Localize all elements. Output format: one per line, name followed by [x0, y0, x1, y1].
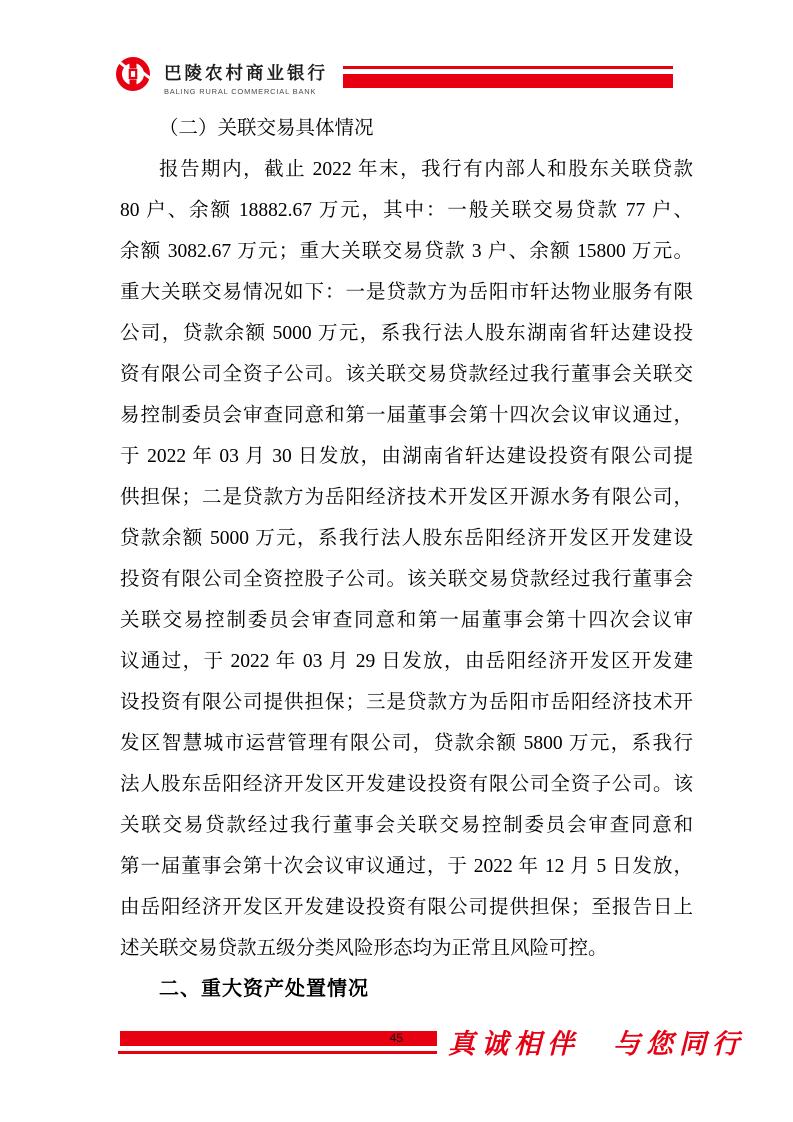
- bank-name-cn: 巴陵农村商业银行: [164, 63, 328, 83]
- section-heading: （二）关联交易具体情况: [159, 118, 374, 139]
- paragraph-line: 议通过，于 2022 年 03 月 29 日发放，由岳阳经济开发区开发建: [120, 651, 693, 672]
- paragraph-line: 设投资有限公司提供担保；三是贷款方为岳阳市岳阳经济技术开: [120, 692, 693, 713]
- footer-rule-thin: [118, 1051, 437, 1054]
- paragraph-line: 重大关联交易情况如下：一是贷款方为岳阳市轩达物业服务有限: [120, 282, 693, 303]
- paragraph-line: 于 2022 年 03 月 30 日发放，由湖南省轩达建设投资有限公司提: [120, 446, 693, 467]
- body-paragraph: [120, 149, 693, 969]
- paragraph-line: 供担保；二是贷款方为岳阳经济技术开发区开源水务有限公司，: [120, 487, 693, 508]
- paragraph-line: 述关联交易贷款五级分类风险形态均为正常且风险可控。: [120, 938, 608, 959]
- paragraph-line: 公司，贷款余额 5000 万元，系我行法人股东湖南省轩达建设投: [120, 323, 693, 344]
- paragraph-line: 第一届董事会第十次会议审议通过，于 2022 年 12 月 5 日发放，: [120, 856, 693, 877]
- paragraph-line: 关联交易贷款经过我行董事会关联交易控制委员会审查同意和: [120, 815, 693, 836]
- header-rule-thin: [343, 66, 673, 69]
- bank-brand: [164, 60, 354, 96]
- paragraph-line: 发区智慧城市运营管理有限公司，贷款余额 5800 万元，系我行: [120, 733, 693, 754]
- bank-coin-logo-icon: [115, 56, 151, 92]
- paragraph-line: 余额 3082.67 万元；重大关联交易贷款 3 户、余额 15800 万元。: [120, 241, 693, 262]
- paragraph-line: 易控制委员会审查同意和第一届董事会第十四次会议审议通过，: [120, 405, 693, 426]
- paragraph-line: 投资有限公司全资控股子公司。该关联交易贷款经过我行董事会: [120, 569, 693, 590]
- paragraph-line: 80 户、余额 18882.67 万元，其中：一般关联交易贷款 77 户、: [120, 200, 693, 221]
- page-number: 45: [389, 1031, 403, 1045]
- paragraph-line: 由岳阳经济开发区开发建设投资有限公司提供担保；至报告日上: [120, 897, 693, 918]
- paragraph-line: 关联交易控制委员会审查同意和第一届董事会第十四次会议审: [120, 610, 693, 631]
- next-section-heading: 二、重大资产处置情况: [159, 978, 369, 1000]
- header-rule-thick: [343, 74, 673, 88]
- paragraph-line: 资有限公司全资子公司。该关联交易贷款经过我行董事会关联交: [120, 364, 693, 385]
- footer-page-bar: [120, 1031, 437, 1046]
- paragraph-line: 贷款余额 5000 万元，系我行法人股东岳阳经济开发区开发建设: [120, 528, 693, 549]
- paragraph-line: 法人股东岳阳经济开发区开发建设投资有限公司全资子公司。该: [120, 774, 693, 795]
- document-body: [120, 108, 693, 1010]
- paragraph-line: 报告期内，截止 2022 年末，我行有内部人和股东关联贷款: [159, 159, 693, 180]
- footer-slogan: 真诚相伴 与您同行: [448, 1029, 745, 1059]
- bank-name-en: BALING RURAL COMMERCIAL BANK: [164, 87, 317, 96]
